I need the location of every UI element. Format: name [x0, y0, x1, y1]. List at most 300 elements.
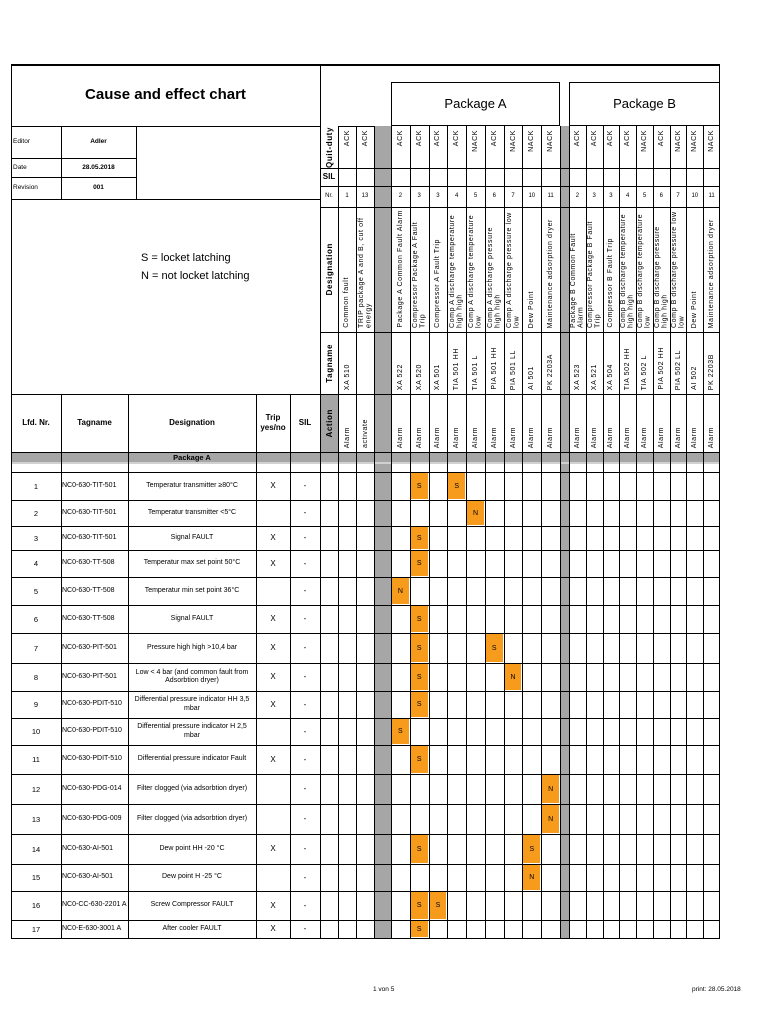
row-tagname: NC0-630-TT-508 [62, 586, 115, 594]
row-label-sil: SIL [322, 172, 336, 182]
col-tagname-text: TIA 502 L [640, 354, 648, 390]
effect-mark: S [411, 551, 428, 576]
col-quit-text: ACK [453, 130, 461, 147]
grid-line [136, 126, 137, 199]
row-tagname: NC0-630-TT-508 [62, 614, 115, 622]
grid-line [504, 126, 505, 938]
col-nr: 4 [455, 192, 459, 199]
grid-line [410, 126, 411, 938]
effect-mark: N [392, 578, 409, 604]
col-designation-text: Comp A discharge temperature low [468, 214, 483, 328]
date-label: Date [13, 163, 27, 171]
row-designation: Differential pressure indicator HH 3,5 mbar [134, 696, 250, 712]
row-label-nr: Nr. [325, 192, 333, 199]
grid-line [11, 745, 720, 746]
col-action-text: Alarm [590, 426, 598, 448]
col-action [466, 394, 485, 452]
col-tagname [410, 332, 429, 394]
col-designation [686, 207, 703, 332]
row-sil: - [303, 508, 307, 518]
col-designation-text: Comp B discharge pressure low low [670, 211, 686, 328]
col-quit [504, 126, 523, 168]
col-designation-text: Compressor A Fault Trip [434, 239, 442, 328]
col-tagname [569, 332, 586, 394]
col-quit-text: ACK [607, 130, 615, 147]
col-quit [636, 126, 653, 168]
row-nr: 6 [33, 614, 39, 624]
col-action-text: Alarm [343, 426, 351, 448]
grid-line [11, 804, 720, 805]
row-tagname: NC0-630-PDIT-510 [62, 700, 122, 708]
col-designation [586, 207, 603, 332]
row-trip: X [270, 614, 276, 624]
col-tagname [338, 332, 356, 394]
editor-label: Editor [13, 138, 30, 146]
row-nr: 4 [33, 559, 39, 568]
col-designation-text: Comp A discharge pressure low low [505, 212, 521, 328]
row-trip: X [270, 844, 276, 854]
effect-mark: S [448, 473, 465, 499]
revision-label: Revision [13, 184, 38, 192]
row-trip [256, 864, 290, 891]
row-designation: Pressure high high >10,4 bar [146, 643, 238, 651]
col-designation [569, 207, 586, 332]
col-designation [485, 207, 504, 332]
header-trip: Trip yes/no [260, 413, 286, 432]
col-designation-text: Comp B discharge temperature low [637, 213, 652, 328]
col-tagname [522, 332, 541, 394]
col-tagname-text: XA 521 [590, 363, 598, 390]
col-action [485, 394, 504, 452]
grid-line [485, 126, 486, 938]
row-tagname: NC0-630-PDG-009 [62, 814, 122, 822]
page-title: Cause and effect chart [85, 86, 246, 103]
row-designation: Dew point HH -20 °C [159, 844, 225, 852]
row-sil: - [303, 726, 307, 736]
grid-line [466, 126, 467, 938]
col-action [619, 394, 636, 452]
row-sil: - [303, 814, 307, 824]
row-designation: Temperatur transmitter <5°C [147, 508, 237, 516]
col-quit [447, 126, 466, 168]
row-label-designation [320, 207, 338, 332]
col-nr: 3 [592, 192, 596, 199]
grid-line [522, 126, 523, 938]
row-tagname: NC0-630-TT-508 [62, 559, 115, 567]
row-designation: Screw Compressor FAULT [150, 901, 234, 909]
col-tagname-text: AI 501 [528, 366, 536, 390]
col-nr: 5 [473, 192, 478, 199]
row-label-action [320, 394, 338, 452]
row-sil: - [303, 586, 307, 596]
col-action-text: Alarm [708, 426, 716, 448]
col-action-text: Alarm [415, 426, 423, 448]
row-trip [256, 577, 290, 605]
grid-line [11, 526, 720, 527]
col-tagname [447, 332, 466, 394]
col-action-text: Alarm [691, 426, 699, 448]
grid-line [356, 126, 357, 938]
col-quit [670, 126, 687, 168]
col-designation-text: Package B Common Fault Alarm [570, 233, 585, 328]
row-label-quit-text: Quit-duty [324, 126, 334, 168]
col-tagname-text: TIA 501 HH [453, 347, 461, 390]
row-trip [256, 718, 290, 745]
grid-line [320, 394, 720, 395]
col-nr: 3 [609, 192, 613, 199]
col-action [541, 394, 560, 452]
row-trip: X [270, 754, 276, 764]
col-quit-text: NACK [471, 130, 479, 152]
grid-line [586, 126, 587, 938]
grid-line [11, 577, 720, 578]
col-quit-text: ACK [361, 130, 369, 147]
col-action-text: Alarm [607, 426, 615, 448]
section-label: Package A [173, 452, 211, 462]
col-action-text: Alarm [528, 426, 536, 448]
date-value: 28.05.2018 [82, 163, 115, 171]
col-action [504, 394, 523, 452]
col-designation-text: Maintenance adsorption dryer [546, 218, 554, 328]
col-tagname-text: XA 523 [573, 363, 581, 390]
print-date: print: 28.05.2018 [692, 986, 741, 993]
col-quit-text: NACK [528, 130, 536, 152]
effect-mark: S [411, 664, 428, 690]
grid-line [11, 64, 720, 66]
row-nr: 2 [33, 508, 39, 518]
page-indicator: 1 von 5 [373, 986, 395, 993]
col-designation-text: Common fault [343, 277, 351, 328]
grid-line [11, 199, 320, 200]
grid-line [636, 126, 637, 938]
col-action-text: Alarm [434, 426, 442, 448]
col-quit-text: NACK [674, 130, 682, 152]
gap-column [374, 126, 391, 938]
col-designation-text: Comp B discharge pressure high high [653, 226, 669, 328]
col-tagname-text: PIA 501 HH [490, 347, 498, 390]
row-sil: - [303, 754, 307, 764]
row-nr: 13 [31, 814, 41, 824]
row-trip: X [270, 699, 276, 709]
grid-line [653, 126, 654, 938]
effect-mark: N [542, 775, 559, 803]
col-quit [569, 126, 586, 168]
effect-mark: S [411, 634, 428, 662]
row-tagname: NC0-630-TIT-501 [62, 481, 117, 489]
row-sil: - [303, 900, 307, 910]
grid-line [11, 663, 720, 664]
col-nr: 7 [676, 192, 680, 199]
cause-effect-sheet [11, 64, 720, 938]
col-quit-text: ACK [624, 130, 632, 147]
header-lfd: Lfd. Nr. [22, 418, 50, 428]
col-quit [619, 126, 636, 168]
row-sil: - [303, 844, 307, 854]
grid-line [128, 394, 129, 938]
col-designation [410, 207, 429, 332]
col-tagname [619, 332, 636, 394]
col-action [391, 394, 410, 452]
col-tagname-text: XA 510 [343, 363, 351, 390]
row-designation: After cooler FAULT [162, 924, 222, 932]
row-label-designation-text: Designation [324, 243, 334, 296]
header-tagname: Tagname [77, 418, 112, 428]
col-action [447, 394, 466, 452]
col-tagname [429, 332, 448, 394]
row-sil: - [303, 784, 307, 794]
grid-line [11, 605, 720, 606]
gap-column [560, 126, 569, 938]
col-nr: 7 [511, 192, 515, 199]
col-nr: 2 [398, 192, 403, 199]
grid-line [11, 550, 720, 551]
editor-value: Adler [90, 138, 107, 146]
col-designation-text: Dew Point [691, 290, 699, 328]
col-tagname-text: PIA 502 HH [657, 347, 665, 390]
row-sil: - [303, 924, 307, 934]
col-action-text: Alarm [453, 426, 461, 448]
col-tagname-text: AI 502 [691, 366, 699, 390]
row-label-tagname [320, 332, 338, 394]
col-designation-text: Comp A discharge pressure high high [486, 227, 502, 328]
col-quit [686, 126, 703, 168]
col-nr: 13 [361, 192, 369, 199]
row-label-action-text: Action [324, 408, 334, 438]
col-quit [356, 126, 374, 168]
row-designation: Temperatur transmitter ≥80°C [146, 481, 238, 489]
row-nr: 1 [33, 481, 39, 491]
col-quit-text: NACK [691, 130, 699, 152]
col-quit [522, 126, 541, 168]
col-tagname-text: XA 501 [434, 363, 442, 390]
row-nr: 15 [31, 873, 41, 882]
col-tagname [703, 332, 720, 394]
col-action [356, 394, 374, 452]
col-action [670, 394, 687, 452]
row-trip [256, 500, 290, 526]
row-sil: - [303, 481, 307, 491]
row-nr: 16 [31, 901, 41, 910]
col-tagname-text: TIA 502 HH [624, 347, 632, 390]
effect-mark: S [486, 634, 503, 662]
col-action-text: Alarm [624, 426, 632, 448]
row-trip [256, 774, 290, 804]
col-action [410, 394, 429, 452]
grid-line [61, 394, 62, 938]
effect-mark: S [411, 835, 428, 863]
row-nr: 10 [31, 727, 41, 736]
effect-mark: N [542, 805, 559, 833]
col-tagname [636, 332, 653, 394]
row-sil: - [303, 872, 307, 882]
row-tagname: NC0-630-PIT-501 [62, 672, 117, 680]
grid-line [11, 774, 720, 775]
col-tagname-text: PIA 502 LL [674, 349, 682, 390]
col-quit-text: ACK [343, 130, 351, 147]
col-tagname [541, 332, 560, 394]
col-tagname [485, 332, 504, 394]
grid-line [11, 920, 720, 921]
col-designation [429, 207, 448, 332]
col-tagname [356, 332, 374, 394]
grid-line [11, 158, 136, 159]
grid-line [338, 126, 339, 938]
grid-line [320, 168, 720, 169]
grid-line [11, 938, 720, 939]
effect-mark: S [411, 921, 428, 937]
col-designation-text: Compressor Package A Fault Trip [411, 221, 427, 328]
col-tagname-text: XA 520 [415, 363, 423, 390]
grid-line [569, 126, 570, 938]
effect-mark: S [411, 527, 428, 549]
col-designation [636, 207, 653, 332]
col-designation-text: Package A Common Fault Alarm [396, 210, 404, 328]
col-nr: 5 [642, 192, 647, 199]
grid-line [670, 126, 671, 938]
grid-line [541, 126, 542, 938]
col-action [569, 394, 586, 452]
grid-line [11, 500, 720, 501]
col-designation [466, 207, 485, 332]
row-tagname: NC0-CC-630-2201 A [62, 901, 127, 909]
col-designation [356, 207, 374, 332]
row-tagname: NC0-630-PDIT-510 [62, 755, 122, 763]
col-action-text: Alarm [657, 426, 665, 448]
row-designation: Differential pressure indicator Fault [137, 755, 247, 763]
grid-line [429, 126, 430, 938]
col-designation [653, 207, 670, 332]
col-tagname [391, 332, 410, 394]
row-tagname: NC0-630-PDIT-510 [62, 727, 122, 735]
row-trip: X [270, 558, 276, 568]
col-quit [485, 126, 504, 168]
grid-line [11, 691, 720, 692]
col-quit [466, 126, 485, 168]
col-nr: 3 [417, 192, 421, 199]
grid-line [11, 126, 320, 127]
row-designation: Filter clogged (via adsorbtion dryer) [136, 814, 248, 822]
col-action-text: Alarm [547, 426, 555, 448]
col-action-text: Alarm [490, 426, 498, 448]
effect-mark: S [411, 473, 428, 499]
col-tagname [603, 332, 620, 394]
grid-line [320, 207, 720, 208]
col-tagname-text: XA 522 [396, 363, 404, 390]
section-sub [11, 462, 720, 464]
col-designation [447, 207, 466, 332]
col-quit [541, 126, 560, 168]
row-trip: X [270, 643, 276, 653]
row-nr: 5 [33, 586, 39, 596]
effect-mark: S [523, 835, 540, 863]
row-nr: 17 [31, 924, 41, 934]
package-b-header: Package B [569, 82, 720, 126]
col-designation [603, 207, 620, 332]
grid-line [11, 64, 12, 938]
col-action-text: Alarm [640, 426, 648, 448]
col-nr: 3 [436, 192, 440, 199]
col-designation-text: Maintenance adsorption dryer [707, 218, 715, 328]
row-sil: - [303, 699, 307, 709]
grid-line [560, 126, 561, 938]
col-quit [586, 126, 603, 168]
col-nr: 6 [659, 192, 663, 199]
col-tagname [504, 332, 523, 394]
row-tagname: NC0-630-TIT-501 [62, 533, 117, 541]
row-designation: Temperatur max set point 50°C [143, 559, 241, 567]
col-action [338, 394, 356, 452]
col-designation [338, 207, 356, 332]
col-quit-text: ACK [434, 130, 442, 147]
row-designation: Signal FAULT [170, 614, 214, 622]
grid-line [703, 126, 704, 938]
col-action [636, 394, 653, 452]
col-designation-text: Compressor B Fault Trip [607, 238, 615, 328]
col-quit-text: NACK [708, 130, 716, 152]
header-sil: SIL [298, 418, 312, 428]
row-tagname: NC0-630-TIT-501 [62, 508, 117, 516]
col-quit-text: ACK [657, 130, 665, 147]
grid-line [320, 332, 720, 333]
col-quit [391, 126, 410, 168]
grid-line [447, 126, 448, 938]
col-quit-text: ACK [573, 130, 581, 147]
col-tagname [670, 332, 687, 394]
col-quit [410, 126, 429, 168]
col-action-text: Alarm [396, 426, 404, 448]
legend-latching: S = locket latching [141, 252, 231, 265]
col-action-text: Alarm [509, 426, 517, 448]
grid-line [619, 126, 620, 938]
col-designation-text: Comp B discharge temperature high high [620, 213, 635, 328]
row-sil: - [303, 533, 307, 543]
row-designation: Low < 4 bar (and common fault from Adsorbtion dryer) [135, 668, 249, 684]
revision-value: 001 [93, 184, 104, 192]
row-sil: - [303, 614, 307, 624]
row-nr: 7 [33, 643, 39, 653]
col-quit [429, 126, 448, 168]
row-tagname: NC0-E-630-3001 A [62, 924, 122, 932]
row-trip: X [270, 924, 276, 934]
col-action [429, 394, 448, 452]
col-action-text: Alarm [573, 426, 581, 448]
grid-line [11, 472, 720, 473]
col-action-text: Alarm [471, 426, 479, 448]
row-nr: 14 [31, 844, 41, 854]
col-action [653, 394, 670, 452]
row-sil: - [303, 643, 307, 653]
col-quit [703, 126, 720, 168]
row-nr: 11 [32, 755, 40, 764]
col-quit [338, 126, 356, 168]
grid-line [686, 126, 687, 938]
row-trip [256, 804, 290, 834]
col-tagname-text: PK 2203B [708, 353, 716, 390]
col-action [522, 394, 541, 452]
effect-mark: S [411, 606, 428, 632]
effect-mark: N [523, 865, 540, 890]
col-tagname [686, 332, 703, 394]
col-designation [504, 207, 523, 332]
col-action [703, 394, 720, 452]
header-designation: Designation [169, 418, 215, 428]
grid-line [11, 633, 720, 634]
col-quit-text: ACK [590, 130, 598, 147]
col-designation [522, 207, 541, 332]
effect-mark: S [411, 692, 428, 717]
row-designation: Signal FAULT [170, 533, 214, 541]
grid-line [11, 718, 720, 719]
